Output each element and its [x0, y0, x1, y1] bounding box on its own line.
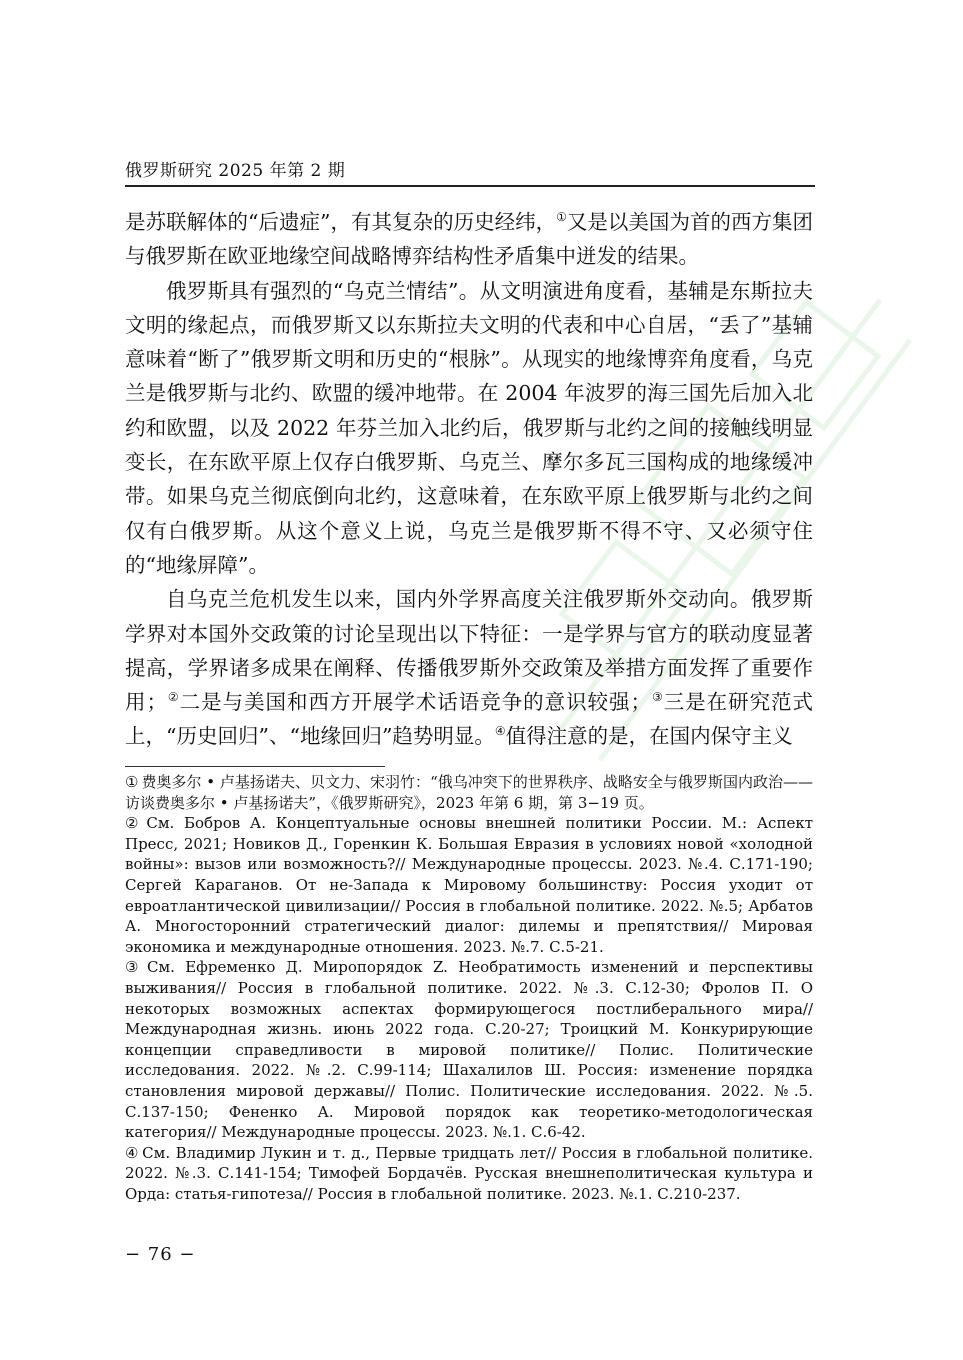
body-paragraph [125, 582, 813, 753]
footnote [125, 1143, 813, 1205]
body-paragraph [125, 205, 813, 274]
footnote-marker: ② [125, 814, 144, 833]
paragraph-text: 二是与美国和西方开展学术话语竞争的意识较强； [179, 690, 651, 715]
footnote-text: См. Ефременко Д. Миропорядок Z. Необратимость изменений и перспективы выживания// Россия в глобальной политике. 2022. №.3. С.12-30; Фролов П. О некоторых возможных аспектах формирующегося постлиберального мира// Международная жизнь. июнь 2022 года. С.20-27; Троицкий М. Конкурирующие концепции справедливости в мировой политике// Полис. Политические исследования. 2022. №.2. С.99-114; Шахалилов Ш. Россия: изменение порядка становления мировой державы// Полис. Политические исследования. 2022. №.5. С.137-150; Фененко А. Мировой порядок как теоретико-методологическая категория// Международные процессы. 2023. №.1. С.6-42. [125, 958, 813, 1142]
page-number: − 76 − [125, 1244, 196, 1265]
paragraph-text: 俄罗斯具有强烈的“乌克兰情结”。从文明演进角度看，基辅是东斯拉夫文明的缘起点，而俄罗斯又以东斯拉夫文明的代表和中心自居，“丢了”基辅意味着“断了”俄罗斯文明和历史的“根脉”。从现实的地缘博弈角度看，乌克兰是俄罗斯与北约、欧盟的缓冲地带。在 2004 年波罗的海三国先后加入北约和欧盟，以及 2022 年芬兰加入北约后，俄罗斯与北约之间的接触线明显变长，在东欧平原上仅存白俄罗斯、乌克兰、摩尔多瓦三国构成的地缘缓冲带。如果乌克兰彻底倒向北约，这意味着，在东欧平原上俄罗斯与北约之间仅有白俄罗斯。从这个意义上说，乌克兰是俄罗斯不得不守、又必须守住的“地缘屏障”。 [125, 278, 813, 577]
footnote-rule [125, 766, 385, 767]
footnote-reference[interactable]: ④ [494, 724, 506, 739]
footnote-reference[interactable]: ① [556, 210, 567, 224]
paragraph-text: 三是在研究范式上，“历史回归”、“地缘回归”趋势明显。 [125, 690, 814, 749]
footnote-reference[interactable]: ② [166, 690, 180, 705]
paragraph-text: 自乌克兰危机发生以来，国内外学界高度关注俄罗斯外交动向。俄罗斯学界对本国外交政策的讨论呈现出以下特征：一是学界与官方的联动度显著提高，学界诸多成果在阐释、传播俄罗斯外交政策及举措方面发挥了重要作用； [125, 587, 813, 715]
footnote-marker: ④ [125, 1143, 140, 1162]
paragraph-text: 值得注意的是，在国内保守主义 [505, 724, 793, 749]
paragraph-text: 又是以美国为首的西方集团与俄罗斯在欧亚地缘空间战略博弈结构性矛盾集中迸发的结果。 [125, 210, 813, 269]
footnote-marker: ① [125, 773, 139, 791]
running-header: 俄罗斯研究 2025 年第 2 期 [125, 161, 346, 181]
footnote-text: См. Бобров А. Концептуальные основы внешней политики России. М.: Аспект Пресс, 2021; Новиков Д., Горенкин К. Большая Евразия в условиях новой «холодной войны»: вызов или возможность?// Международные процессы. 2023. №.4. С.171-190; Сергей Караганов. От не-Запада к Мировому большинству: Россия уходит от евроатлантической цивилизации// Россия в глобальной политике. 2022. №.5; Арбатов А. Многосторонний стратегический диалог: дилемы и препятствия// Мировая экономика и международные отношения. 2023. №.7. С.5-21. [125, 814, 814, 956]
footnote [125, 957, 813, 1142]
footnote-text: См. Владимир Лукин и т. д., Первые тридцать лет// Россия в глобальной политике. 2022. №.3. С.141-154; Тимофей Бордачёв. Русская внешнеполитическая культура и Орда: статья-гипотеза// Россия в глобальной политике. 2023. №.1. С.210-237. [125, 1143, 814, 1203]
footnote [125, 813, 813, 957]
header-rule [125, 185, 815, 187]
body-paragraph [125, 274, 813, 583]
footnote-marker: ③ [125, 958, 144, 977]
body-text [125, 205, 813, 754]
footnotes [125, 772, 813, 1204]
footnote-text: 费奥多尔 • 卢基扬诺夫、贝文力、宋羽竹：“俄乌冲突下的世界秩序、战略安全与俄罗斯国内政治——访谈费奥多尔 • 卢基扬诺夫”，《俄罗斯研究》，2023 年第 6 期，第 3−19 页。 [125, 773, 813, 812]
footnote [125, 772, 813, 813]
paragraph-text: 是苏联解体的“后遗症”，有其复杂的历史经纬， [125, 210, 557, 234]
footnote-reference[interactable]: ③ [651, 690, 664, 705]
